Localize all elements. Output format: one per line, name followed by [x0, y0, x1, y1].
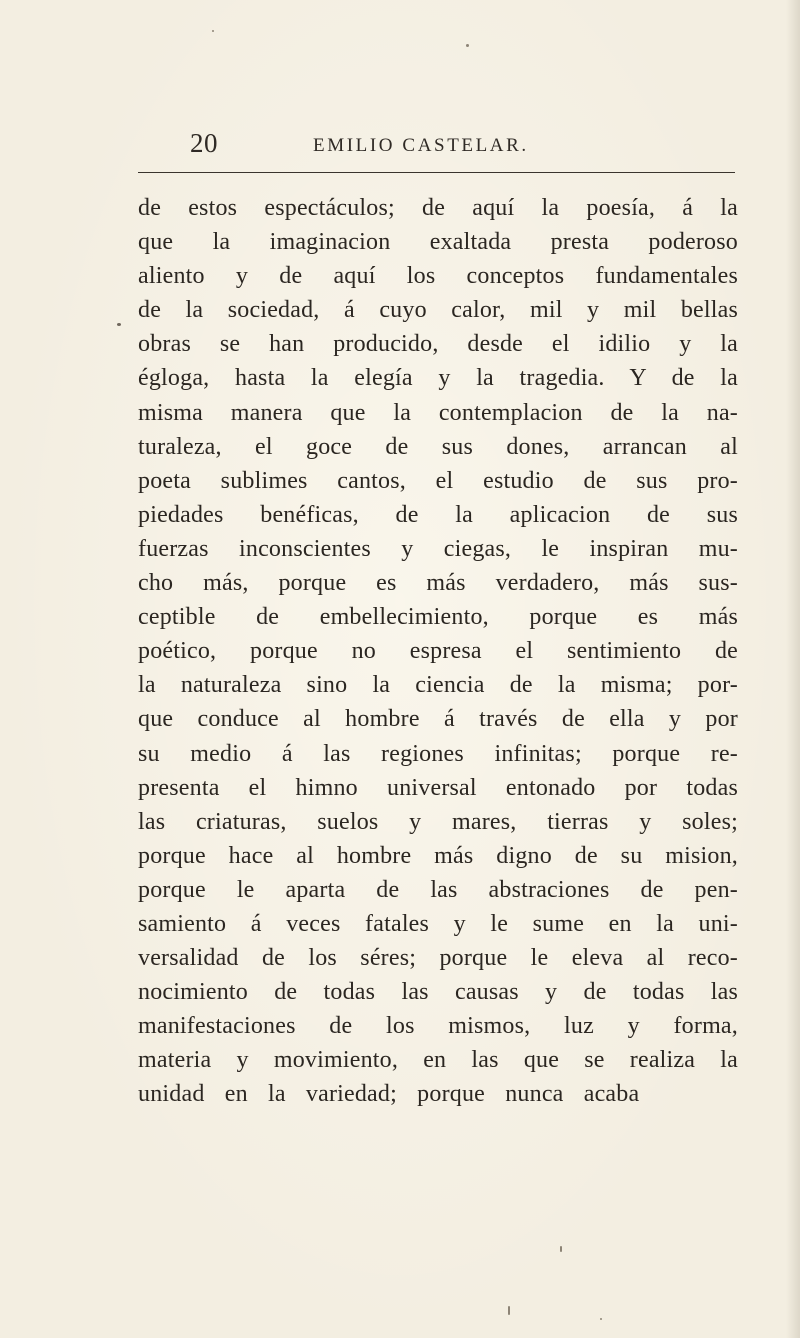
text-line: su medio á las regiones infinitas; porque re- [138, 740, 738, 767]
paper-speck [600, 1318, 602, 1320]
page-number: 20 [190, 128, 218, 158]
paper-speck [560, 1246, 562, 1252]
text-line: turaleza, el goce de sus dones, arrancan al [138, 433, 738, 460]
text-line: ceptible de embellecimiento, porque es más [138, 604, 738, 631]
text-line: aliento y de aquí los conceptos fundamentales [138, 263, 738, 290]
paper-speck [466, 44, 469, 47]
text-line: las criaturas, suelos y mares, tierras y soles; [138, 808, 738, 835]
page-edge-shadow [786, 0, 800, 1338]
text-line: misma manera que la contemplacion de la na- [138, 399, 738, 426]
text-line: materia y movimiento, en las que se realiza la [138, 1047, 738, 1074]
text-line: piedades benéficas, de la aplicacion de sus [138, 501, 738, 528]
text-line: nocimiento de todas las causas y de todas las [138, 979, 738, 1006]
running-title: EMILIO CASTELAR. [313, 135, 529, 156]
text-line: que la imaginacion exaltada presta poderoso [138, 229, 738, 256]
body-text [138, 191, 738, 1112]
header-rule [138, 172, 735, 173]
text-line: la naturaleza sino la ciencia de la misma; por- [138, 672, 738, 699]
text-line: poético, porque no espresa el sentimiento de [138, 638, 738, 665]
running-head [190, 128, 735, 168]
text-line: versalidad de los séres; porque le eleva al reco- [138, 945, 738, 972]
text-line: que conduce al hombre á través de ella y por [138, 706, 738, 733]
text-line: fuerzas inconscientes y ciegas, le inspiran mu- [138, 535, 738, 562]
text-line: porque le aparta de las abstraciones de pen- [138, 876, 738, 903]
paper-speck [212, 30, 214, 32]
text-line: obras se han producido, desde el idilio y la [138, 331, 738, 358]
paper-speck [508, 1306, 510, 1315]
text-line: de la sociedad, á cuyo calor, mil y mil bellas [138, 297, 738, 324]
text-line: poeta sublimes cantos, el estudio de sus pro- [138, 467, 738, 494]
text-line: cho más, porque es más verdadero, más sus- [138, 570, 738, 597]
text-line: de estos espectáculos; de aquí la poesía, á la [138, 195, 738, 221]
text-line: presenta el himno universal entonado por todas [138, 774, 738, 801]
text-line: manifestaciones de los mismos, luz y forma, [138, 1013, 738, 1040]
text-line: égloga, hasta la elegía y la tragedia. Y de la [138, 365, 738, 392]
text-line: unidad en la variedad; porque nunca acaba [138, 1081, 640, 1108]
margin-speck [117, 323, 121, 326]
text-line: samiento á veces fatales y le sume en la uni- [138, 910, 738, 937]
text-line: porque hace al hombre más digno de su mision, [138, 842, 738, 869]
